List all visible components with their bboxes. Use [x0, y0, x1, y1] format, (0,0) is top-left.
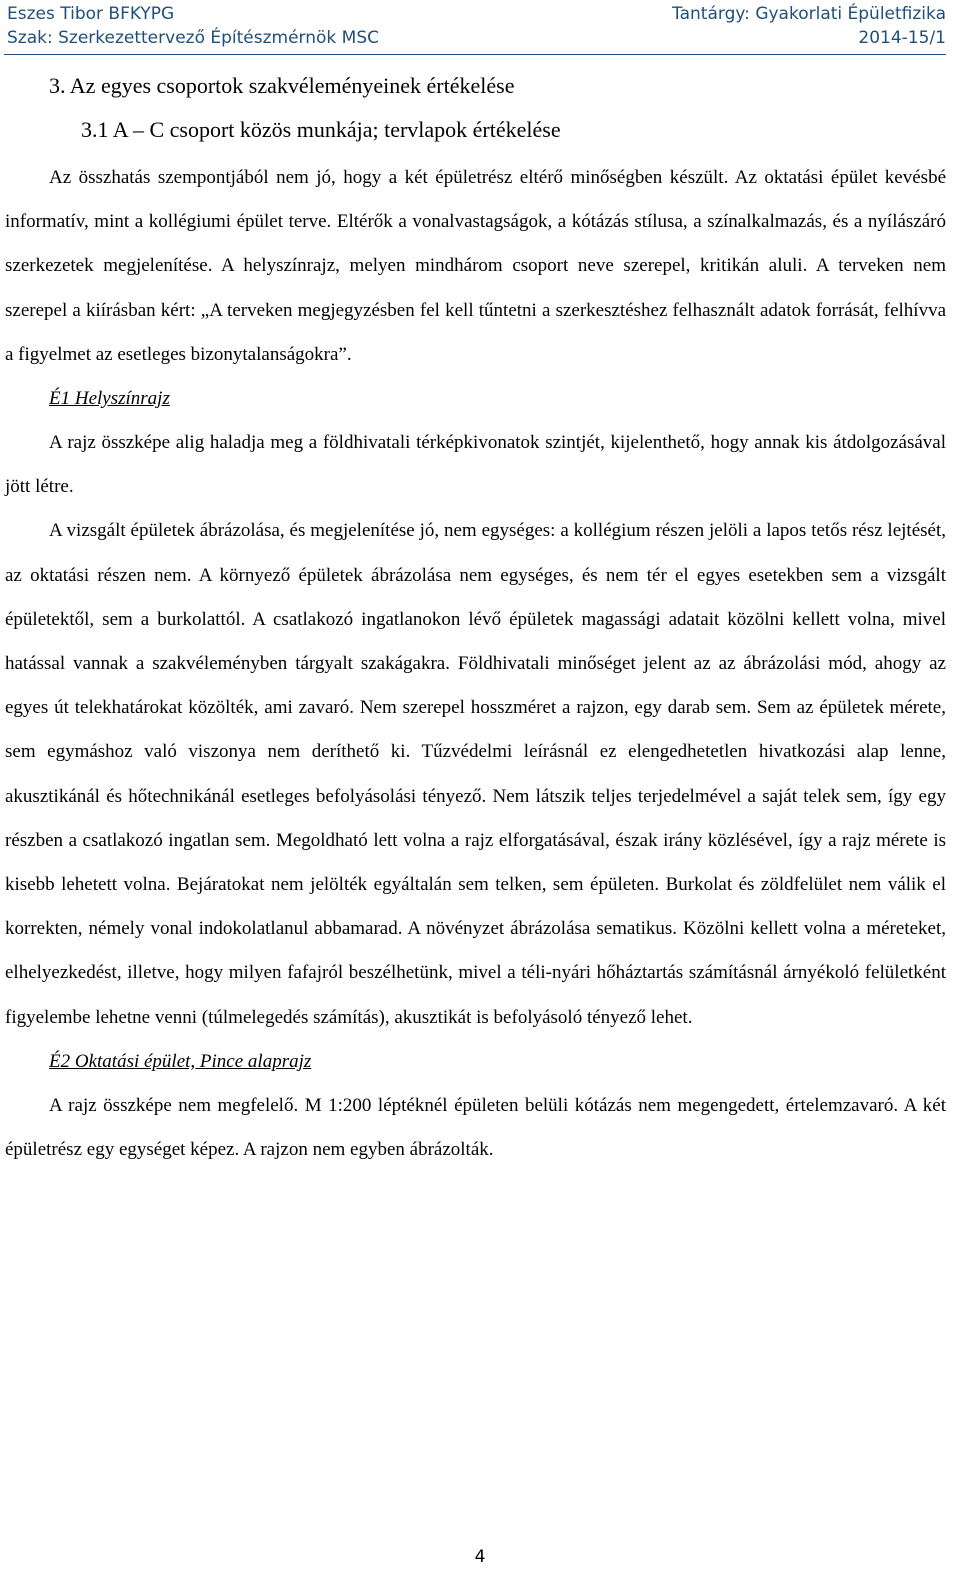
e1-paragraph-1: A rajz összképe alig haladja meg a földhivatali térképkivonatok szintjét, kijelenthető, hogy annak kis átdolgozásával jött létre.	[5, 432, 946, 498]
page-number: 4	[474, 1547, 486, 1567]
header-subject: Tantárgy: Gyakorlati Épületfizika	[672, 4, 946, 24]
document-body	[5, 64, 946, 1172]
intro-paragraph: Az összhatás szempontjából nem jó, hogy a két épületrész eltérő minőségben készült. Az oktatási épület kevésbé informatív, mint a kollégiumi épület terve. Eltérők a vonalvastagságok, a kótázás stílusa, a színalkalmazás, és a nyílászáró szerkezetek megjelenítése. A helyszínrajz, melyen mindhárom csoport neve szerepel, kritikán aluli. A terveken nem szerepel a kiírásban kért: „A terveken megjegyzésben fel kell tűntetni a szerkesztéshez felhasznált adatok forrását, felhívva a figyelmet az esetleges bizonytalanságokra”.	[5, 167, 946, 365]
header-term: 2014-15/1	[858, 28, 946, 48]
e2-heading: É2 Oktatási épület, Pince alaprajz	[49, 1050, 312, 1072]
e2-paragraph-1: A rajz összképe nem megfelelő. M 1:200 léptéknél épületen belüli kótázás nem megengedett, értelemzavaró. A két épületrész egy egységet képez. A rajzon nem egyben ábrázolták.	[5, 1094, 946, 1161]
e1-paragraph-2: A vizsgált épületek ábrázolása, és megjelenítése jó, nem egységes: a kollégium részen jelöli a lapos tetős rész lejtését, az oktatási részen nem. A környező épületek ábrázolása nem egységes, és nem tér el egyes esetekben sem a vizsgált épületektől, sem a burkolattól. A csatlakozó ingatlanokon lévő épületek magassági adatait közölni kellett volna, mivel hatással vannak a szakvéleményben tárgyalt szakágakra. Földhivatali minőséget jelent az az ábrázolási mód, ahogy az egyes út telekhatárokat közölték, ami zavaró. Nem szerepel hosszméret a rajzon, egy darab sem. Sem az épületek mérete, sem egymáshoz való viszonya nem deríthető ki. Tűzvédelmi leírásnál ez elengedhetetlen hivatkozási alap lenne, akusztikánál és hőtechnikánál esetleges befolyásolási tényező. Nem látszik teljes terjedelmével a saját telek sem, így egy részben a csatlakozó ingatlan sem. Megoldható lett volna a rajz elforgatásával, észak irány közlésével, így a rajz mérete is kisebb lehetett volna. Bejáratokat nem jelölték egyáltalán sem telken, sem épületen. Burkolat és zöldfelület nem válik el korrekten, némely vonal indokolatlanul abbamarad. A növényzet ábrázolása sematikus. Közölni kellett volna a méreteket, elhelyezkedést, illetve, hogy milyen fafajról beszélhetünk, mivel a téli-nyári hőháztartás számításnál árnyékoló felületként figyelembe lehetne venni (túlmelegedés számítás), akusztikát is befolyásoló tényező lehet.	[5, 520, 946, 1028]
page-header	[0, 2, 946, 52]
e1-heading: É1 Helyszínrajz	[49, 388, 170, 410]
header-divider	[4, 54, 946, 55]
section-title: 3. Az egyes csoportok szakvéleményeinek értékelése	[49, 73, 515, 98]
header-program: Szak: Szerkezettervező Építészmérnök MSC	[7, 28, 379, 48]
section-subtitle: 3.1 A – C csoport közös munkája; tervlapok értékelése	[81, 117, 561, 142]
header-author: Eszes Tibor BFKYPG	[7, 4, 175, 24]
